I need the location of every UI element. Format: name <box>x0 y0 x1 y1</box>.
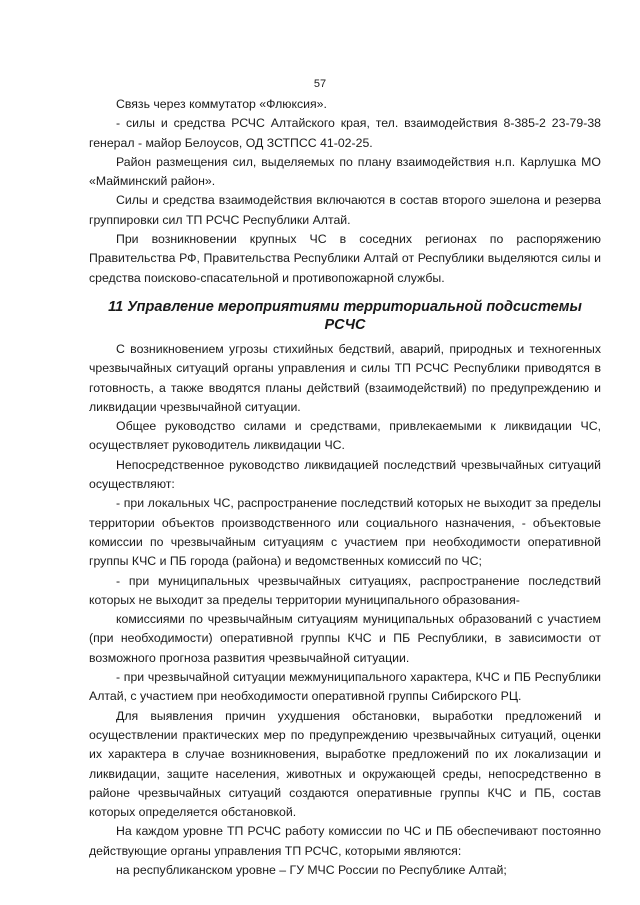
list-item: - при чрезвычайной ситуации межмуниципального характера, КЧС и ПБ Республики Алтай, с участием при необходимости оперативной группы Сибирского РЦ. <box>89 670 601 704</box>
paragraph: на республиканском уровне – ГУ МЧС России по Республике Алтай; <box>116 862 507 877</box>
body-text <box>89 95 601 880</box>
list-item: - при локальных ЧС, распространение последствий которых не выходит за пределы территории объектов производственного или социального назначения, - объектовые комиссии по чрезвычайным ситуациям с участием при необходимости оперативной группы КЧС и ПБ города (района) и ведомственных комиссий по ЧС; <box>89 496 601 569</box>
paragraph: комиссиями по чрезвычайным ситуациям муниципальных образований с участием (при необходимости) оперативной группы КЧС и ПБ Республики, в зависимости от возможного прогноза развития чрезвычайной ситуации. <box>89 612 601 665</box>
paragraph: - силы и средства РСЧС Алтайского края, тел. взаимодействия 8-385-2 23-79-38 генерал - майор Белоусов, ОД ЗСТПСС 41-02-25. <box>89 116 601 150</box>
paragraph: Непосредственное руководство ликвидацией последствий чрезвычайных ситуаций осуществляют: <box>89 457 601 492</box>
paragraph: Для выявления причин ухудшения обстановки, выработки предложений и осуществлении практических мер по предупреждению чрезвычайных ситуаций, оценки их характера в случае возникновения, выработке предложений по их локализации и ликвидации, защите населения, животных и окружающей среды, непосредственно в районе чрезвычайных ситуаций создаются оперативные группы КЧС и ПБ, состав которых определяется обстановкой. <box>89 708 601 820</box>
paragraph: Силы и средства взаимодействия включаются в состав второго эшелона и резерва группировки сил ТП РСЧС Республики Алтай. <box>89 193 601 227</box>
section-heading: 11 Управление мероприятиями территориальной подсистемы РСЧС <box>108 298 582 333</box>
page-number: 57 <box>313 78 327 90</box>
paragraph: На каждом уровне ТП РСЧС работу комиссии по ЧС и ПБ обеспечивают постоянно действующие органы управления ТП РСЧС, которыми являются: <box>89 824 601 858</box>
list-item: - при муниципальных чрезвычайных ситуациях, распространение последствий которых не выходит за пределы территории муниципального образования- <box>89 573 601 607</box>
paragraph: С возникновением угрозы стихийных бедствий, аварий, природных и техногенных чрезвычайных ситуаций органы управления и силы ТП РСЧС Республики приводятся в готовность, а также вводятся планы действий (взаимодействий) по предупреждению и ликвидации чрезвычайной ситуации. <box>89 341 601 414</box>
paragraph: Общее руководство силами и средствами, привлекаемыми к ликвидации ЧС, осуществляет руководитель ликвидации ЧС. <box>89 419 601 453</box>
paragraph: Связь через коммутатор «Флюксия». <box>116 97 327 111</box>
paragraph: При возникновении крупных ЧС в соседних регионах по распоряжению Правительства РФ, Правительства Республики Алтай от Республики выделяются силы и средства поисково-спасательной и противопожарной службы. <box>89 232 601 285</box>
paragraph: Район размещения сил, выделяемых по плану взаимодействия н.п. Карлушка МО «Майминский район». <box>89 154 601 189</box>
